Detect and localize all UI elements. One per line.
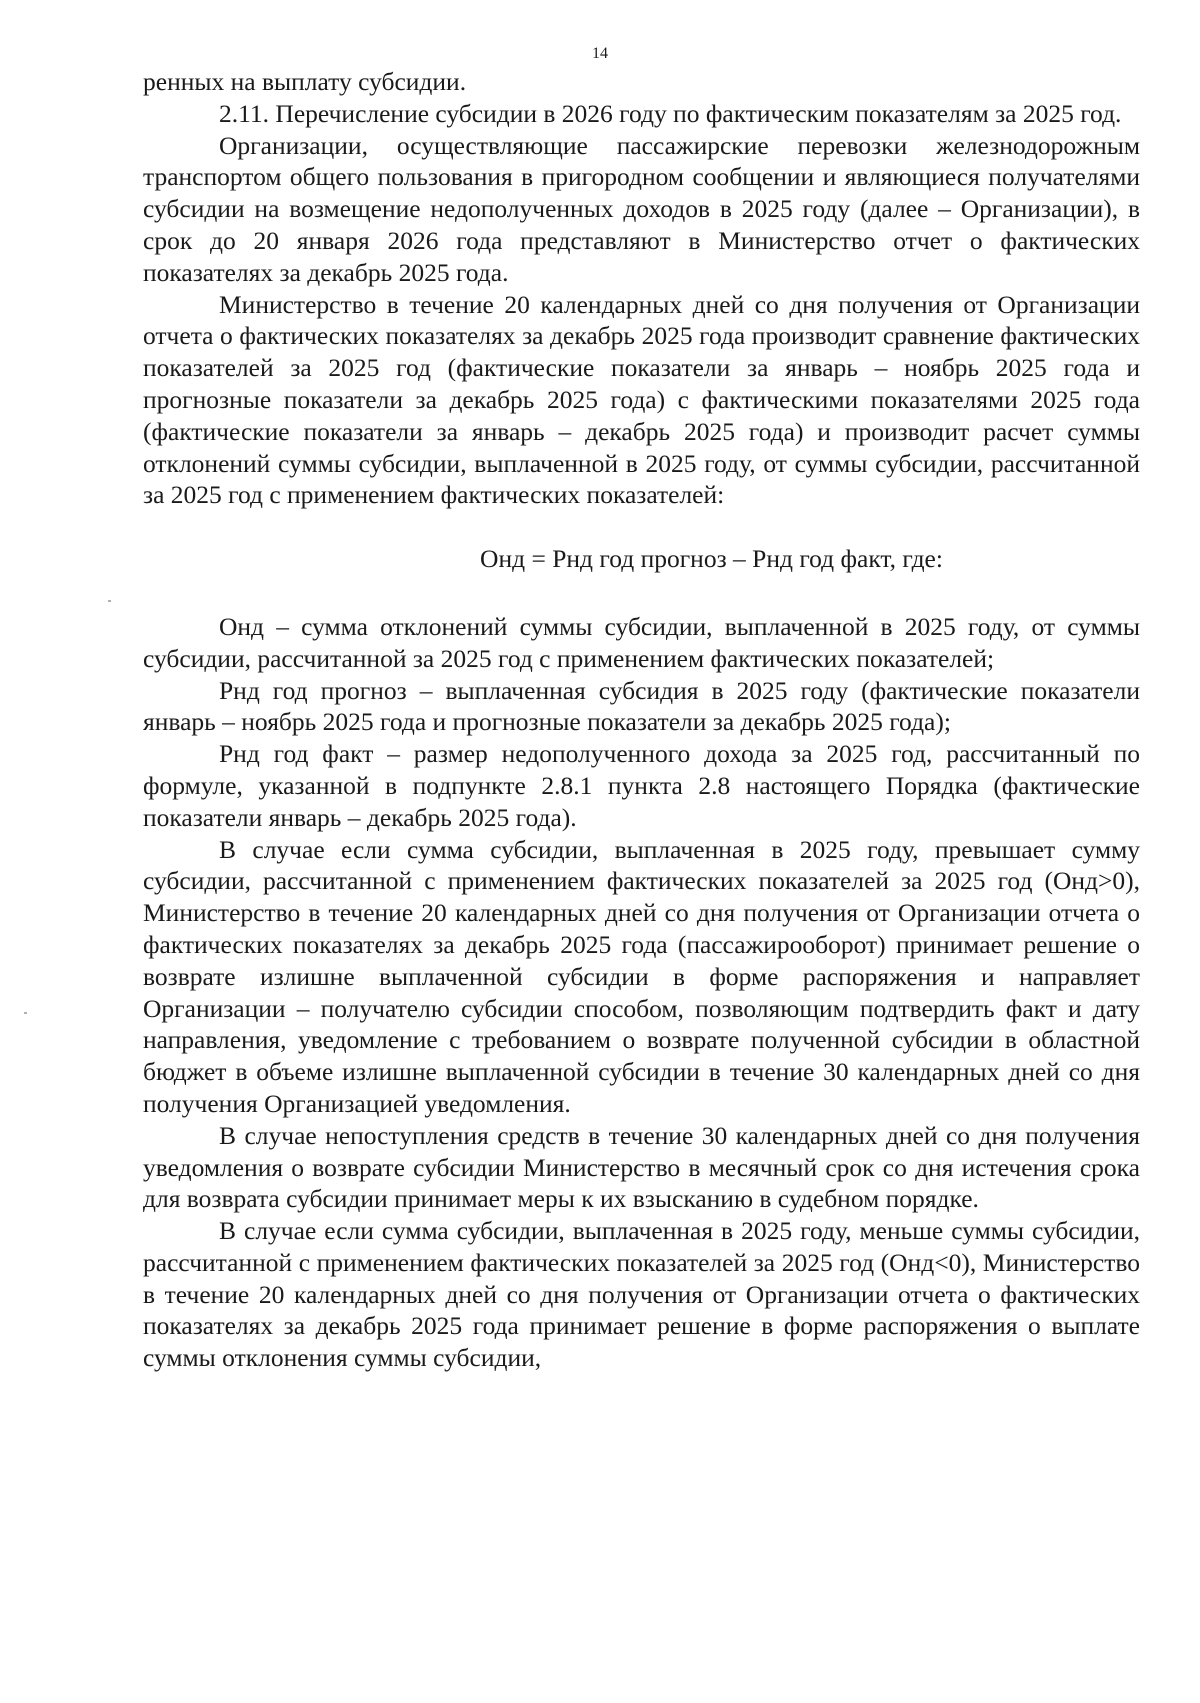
- paragraph-organizations: Организации, осуществляющие пассажирские перевозки железнодорожным транспортом общего пользования в пригородном сообщении и являющиеся получателями субсидии на возмещение недополученных доходов в 2025 году (далее – Организации), в срок до 20 января 2026 года представляют в Министерство отчет о фактических показателях за декабрь 2025 года.: [143, 130, 1140, 287]
- definition-rnd-fact: Рнд год факт – размер недополученного дохода за 2025 год, рассчитанный по формуле, указанной в подпункте 2.8.1 пункта 2.8 настоящего Порядка (фактические показатели январь – декабрь 2025 года).: [143, 739, 1140, 832]
- formula: Онд = Рнд год прогноз – Рнд год факт, где:: [480, 544, 943, 574]
- paragraph-ministry-comparison: Министерство в течение 20 календарных дней со дня получения от Организации отчета о фактических показателях за декабрь 2025 года производит сравнение фактических показателей за 2025 год (фактические показатели за январь – ноябрь 2025 года и прогнозные показатели за декабрь 2025 года) с фактическими показателями 2025 года (фактические показатели за январь – декабрь 2025 года) и производит расчет суммы отклонений суммы субсидии, выплаченной в 2025 году, от суммы субсидии, рассчитанной за 2025 год с применением фактических показателей:: [143, 289, 1140, 510]
- paragraph-underpayment: В случае если сумма субсидии, выплаченная в 2025 году, меньше суммы субсидии, рассчитанной с применением фактических показателей за 2025 год (Онд<0), Министерство в течение 20 календарных дней со дня получения от Организации отчета о фактических показателях за декабрь 2025 года принимает решение в форме распоряжения о выплате суммы отклонения суммы субсидии,: [143, 1216, 1140, 1373]
- scan-artifact: [108, 600, 111, 602]
- definition-ond: Онд – сумма отклонений суммы субсидии, выплаченной в 2025 году, от суммы субсидии, рассчитанной за 2025 год с применением фактических показателей;: [143, 611, 1140, 673]
- paragraph-non-receipt: В случае непоступления средств в течение 30 календарных дней со дня получения уведомления о возврате субсидии Министерство в месячный срок со дня истечения срока для возврата субсидии принимает меры к их взысканию в судебном порядке.: [143, 1120, 1140, 1214]
- paragraph-overpayment: В случае если сумма субсидии, выплаченная в 2025 году, превышает сумму субсидии, рассчитанной с применением фактических показателей за 2025 год (Онд>0), Министерство в течение 20 календарных дней со дня получения от Организации отчета о фактических показателях за декабрь 2025 года (пассажирооборот) принимает решение о возврате излишне выплаченной субсидии в форме распоряжения и направляет Организации – получателю субсидии способом, позволяющим подтвердить факт и дату направления, уведомление с требованием о возврате полученной субсидии в областной бюджет в объеме излишне выплаченной субсидии в течение 30 календарных дней со дня получения Организацией уведомления.: [143, 834, 1140, 1118]
- scan-artifact: [24, 1012, 27, 1014]
- page-number: 14: [592, 45, 608, 62]
- paragraph-continuation: ренных на выплату субсидии.: [143, 67, 467, 96]
- section-heading-2-11: 2.11. Перечисление субсидии в 2026 году по фактическим показателям за 2025 год.: [219, 98, 1122, 128]
- document-body: [143, 66, 1140, 1374]
- definition-rnd-forecast: Рнд год прогноз – выплаченная субсидия в 2025 году (фактические показатели январь – ноябрь 2025 года и прогнозные показатели за декабрь 2025 года);: [143, 675, 1140, 737]
